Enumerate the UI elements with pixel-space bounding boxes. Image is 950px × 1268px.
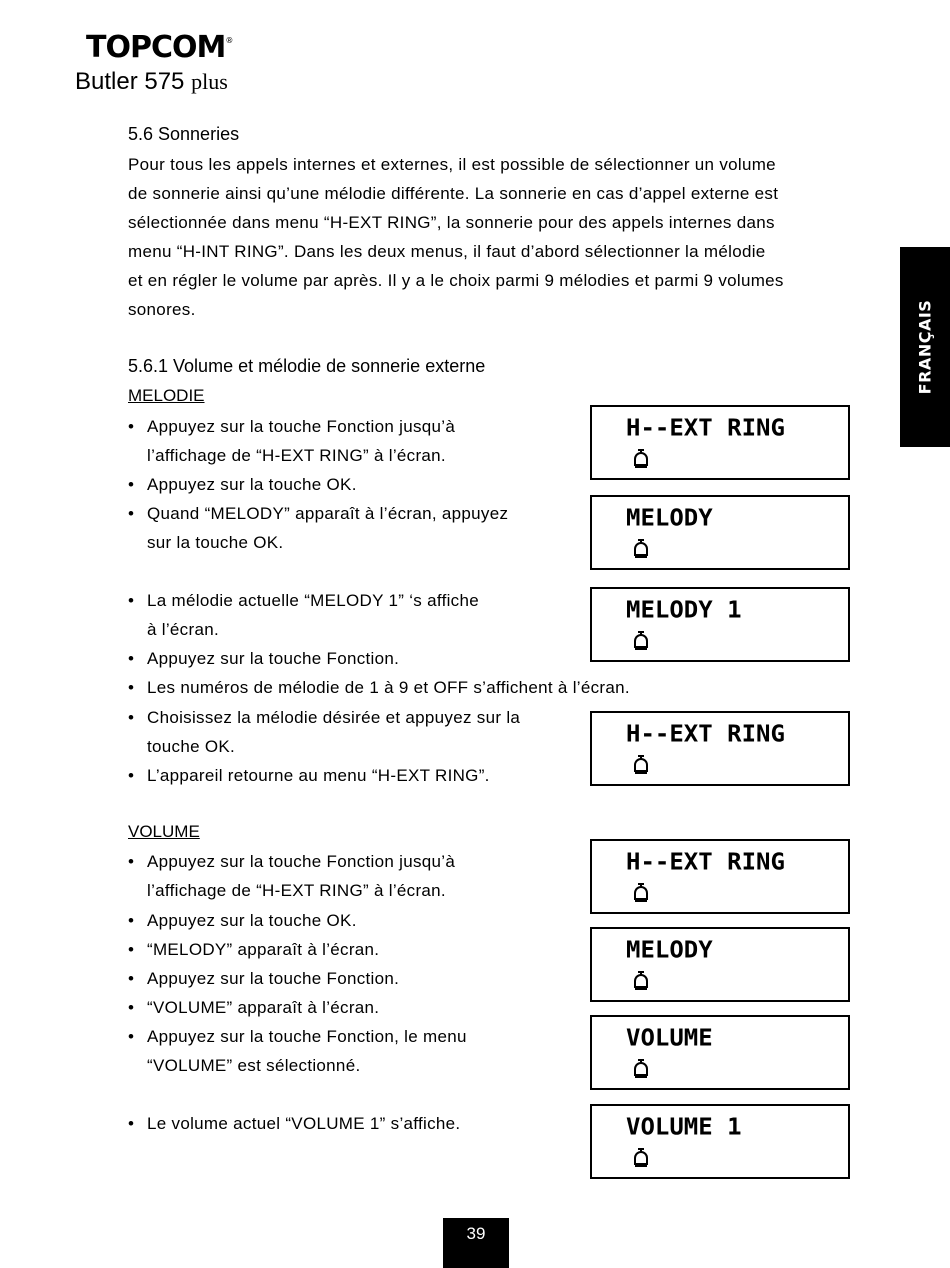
list-item: • Appuyez sur la touche Fonction jusqu’à l’affichage de “H-EXT RING” à l’écran. [128,852,456,900]
list-item: • Le volume actuel “VOLUME 1” s’affiche. [128,1114,461,1133]
list-item: • L’appareil retourne au menu “H-EXT RING”. [128,766,490,785]
handset-ring-icon [632,537,650,559]
lcd-text: H--EXT RING [626,720,785,748]
language-tab: FRANÇAIS [900,247,950,447]
intro-line: sélectionnée dans menu “H-EXT RING”, la sonnerie pour des appels internes dans [128,213,775,232]
list-item: • Les numéros de mélodie de 1 à 9 et OFF s’affichent à l’écran. [128,678,630,697]
volume-heading: VOLUME [128,822,200,841]
intro-line: de sonnerie ainsi qu’une mélodie différente. La sonnerie en cas d’appel externe est [128,184,779,203]
handset-ring-icon [632,969,650,991]
lcd-display [590,839,850,914]
handset-ring-icon [632,1146,650,1168]
list-item: • “MELODY” apparaît à l’écran. [128,940,380,959]
intro-line: et en régler le volume par après. Il y a le choix parmi 9 mélodies et parmi 9 volumes [128,271,784,290]
list-item: • Appuyez sur la touche OK. [128,911,357,930]
lcd-display [590,1015,850,1090]
handset-ring-icon [632,1057,650,1079]
melodie-heading: MELODIE [128,386,205,405]
list-item: • Appuyez sur la touche Fonction. [128,969,400,988]
handset-ring-icon [632,447,650,469]
list-item: • Appuyez sur la touche Fonction. [128,649,400,668]
list-item: • Choisissez la mélodie désirée et appuyez sur la touche OK. [128,708,521,756]
list-item: • “VOLUME” apparaît à l’écran. [128,998,380,1017]
section-intro [128,150,784,324]
lcd-text: VOLUME [626,1024,713,1052]
list-item: • Appuyez sur la touche Fonction jusqu’à l’affichage de “H-EXT RING” à l’écran. [128,417,456,465]
lcd-display [590,495,850,570]
handset-ring-icon [632,753,650,775]
list-item: • Appuyez sur la touche OK. [128,475,357,494]
handset-ring-icon [632,881,650,903]
list-item: • La mélodie actuelle “MELODY 1” ‘s affiche à l’écran. [128,591,479,639]
lcd-display [590,587,850,662]
lcd-text: MELODY 1 [626,596,742,624]
model-name: Butler 575 plus [75,68,228,95]
lcd-display [590,711,850,786]
lcd-text: MELODY [626,936,713,964]
page-number: 39 [443,1218,509,1268]
list-item: • Appuyez sur la touche Fonction, le menu “VOLUME” est sélectionné. [128,1027,467,1075]
section-title: 5.6 Sonneries [128,124,240,144]
brand-logo: TOPCOM® [86,30,233,65]
subsection-title: 5.6.1 Volume et mélodie de sonnerie externe [128,356,486,376]
intro-line: Pour tous les appels internes et externes, il est possible de sélectionner un volume [128,155,776,174]
intro-line: menu “H-INT RING”. Dans les deux menus, il faut d’abord sélectionner la mélodie [128,242,766,261]
intro-line: sonores. [128,300,196,319]
lcd-display [590,405,850,480]
lcd-text: VOLUME 1 [626,1113,742,1141]
lcd-text: H--EXT RING [626,848,785,876]
lcd-display [590,927,850,1002]
list-item: • Quand “MELODY” apparaît à l’écran, appuyez sur la touche OK. [128,504,509,552]
lcd-display [590,1104,850,1179]
lcd-text: MELODY [626,504,713,532]
lcd-text: H--EXT RING [626,414,785,442]
handset-ring-icon [632,629,650,651]
